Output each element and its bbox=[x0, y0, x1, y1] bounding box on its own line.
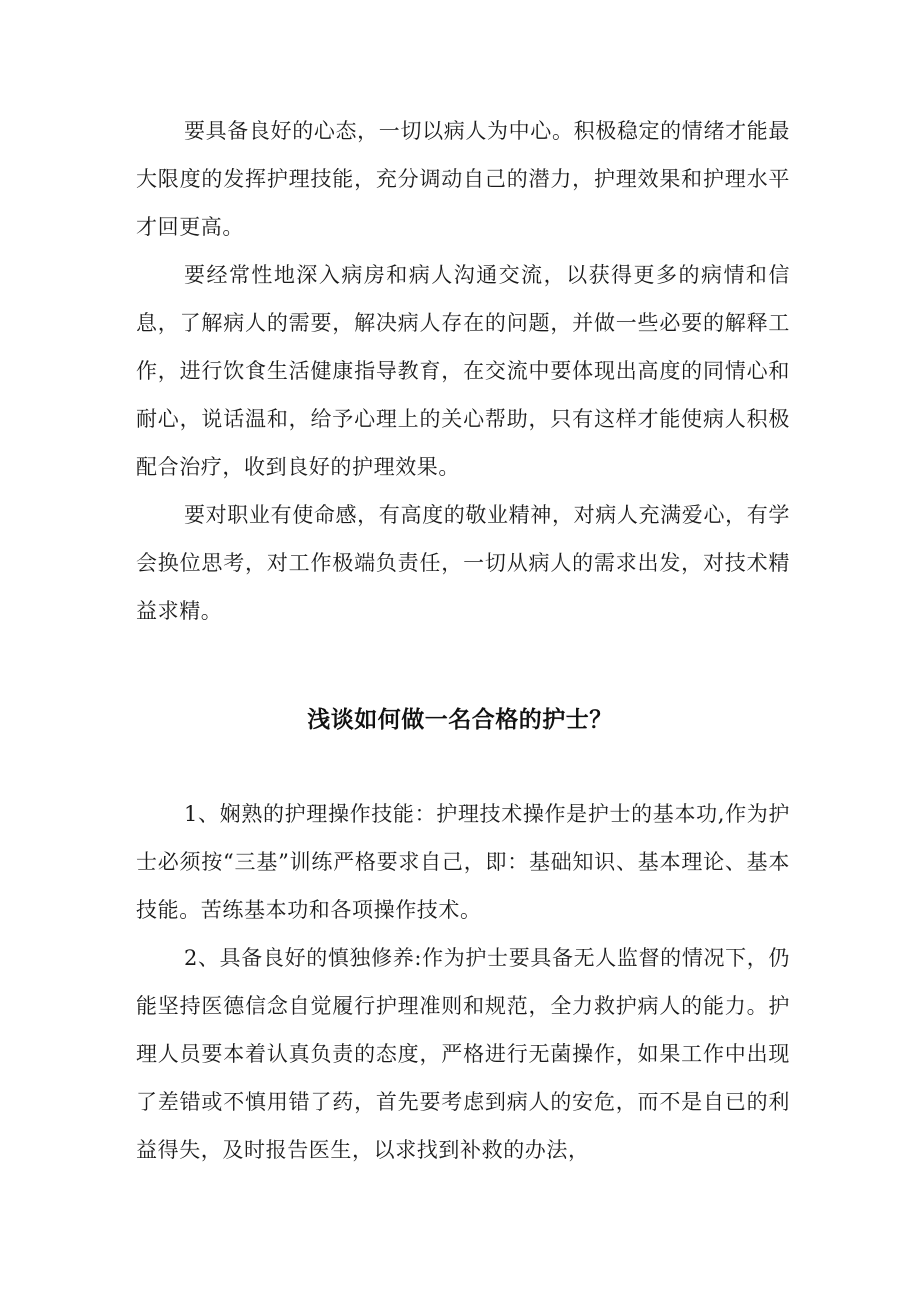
paragraph-mindset: 要具备良好的心态，一切以病人为中心。积极稳定的情绪才能最大限度的发挥护理技能，充分调动自己的潜力，护理效果和护理水平才回更高。 bbox=[136, 119, 790, 239]
article-title: 浅谈如何做一名合格的护士？ bbox=[307, 707, 613, 733]
paragraph-communication: 要经常性地深入病房和病人沟通交流，以获得更多的病情和信息，了解病人的需要，解决病人存在的问题，并做一些必要的解释工作，进行饮食生活健康指导教育，在交流中要体现出高度的同情心和耐心，说话温和，给予心理上的关心帮助，只有这样才能使病人积极配合治疗，收到良好的护理效果。 bbox=[136, 263, 790, 479]
paragraph-responsibility: 要对职业有使命感，有高度的敬业精神，对病人充满爱心，有学会换位思考，对工作极端负责任，一切从病人的需求出发，对技术精益求精。 bbox=[136, 503, 790, 623]
paragraph-self-discipline: 2、具备良好的慎独修养:作为护士要具备无人监督的情况下，仍能坚持医德信念自觉履行护理准则和规范，全力救护病人的能力。护理人员要本着认真负责的态度，严格进行无菌操作，如果工作中出现了差错或不慎用错了药，首先要考虑到病人的安危，而不是自已的利益得失，及时报告医生，以求找到补救的办法， bbox=[136, 946, 790, 1162]
paragraph-skills: 1、娴熟的护理操作技能：护理技术操作是护士的基本功,作为护士必须按“三基”训练严格要求自己，即：基础知识、基本理论、基本技能。苦练基本功和各项操作技术。 bbox=[136, 802, 790, 922]
